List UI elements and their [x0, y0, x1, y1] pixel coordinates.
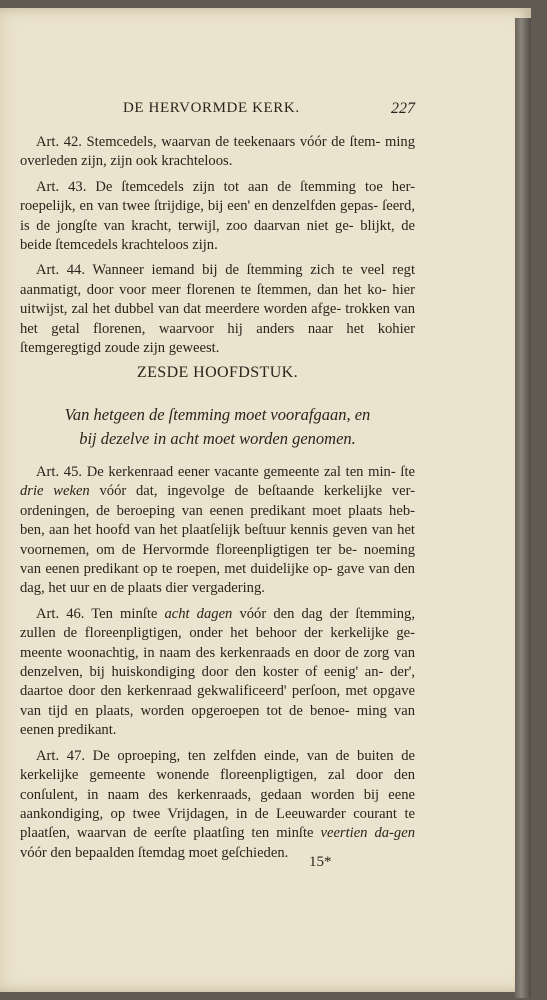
page-number: 227 — [391, 100, 415, 117]
article-42: Art. 42. Stemcedels, waarvan de teekenaars vóór de ſtem- ming overleden zijn, zijn ook krachteloos. — [20, 134, 415, 170]
articles-45-47 — [20, 463, 415, 863]
article-44: Art. 44. Wanneer iemand bij de ſtemming zich te veel regt aanmatigt, door voor meer florenen te ſtemmen, dan het ko- hier uitwijst, zal het dubbel van dat meerdere worden afge- trokken van het getal florenen, waarvoor hij anders naar het kohier ſtemgeregtigd zoude zijn geweest. — [20, 262, 415, 357]
emphasis-acht-dagen: acht dagen — [164, 605, 233, 622]
emphasis-veertien-dagen: veertien da-gen — [320, 825, 415, 842]
signature-mark: 15* — [309, 854, 332, 870]
article-47: Art. 47. De oproeping, ten zelfden einde, van de buiten de kerkelijke gemeente wonende floreenpligtigen, zal door den conſulent, in naam des kerkenraads, gedaan worden bij eene aankondiging, op twee Vrijdagen, in de Leeuwarder courant te plaatſen, waarvan de eerſte plaatſing ten minſte veertien da-gen vóór den bepaalden ſtemdag moet geſchieden. — [20, 747, 415, 861]
page-edge-shadow — [515, 18, 531, 998]
chapter-subtitle: Van hetgeen de ſtemming moet voorafgaan, en bij dezelve in acht moet worden genomen. — [64, 405, 371, 448]
article-45: Art. 45. De kerkenraad eener vacante gemeente zal ten min- ſte drie weken vóór dat, ingevolge de beſtaande kerkelijke ver- ordeningen, de beroeping van eenen predikant moet plaats heb- ben, aan het hoofd van het plaatſelijk beſtuur kennis geven van het voornemen, om de Hervormde floreenpligtigen ter be- noeming van eenen predikant op te roepen, met duidelijke op- gave van den dag, het uur en de plaats dier vergadering. — [20, 464, 415, 597]
chapter-title: ZESDE HOOFDSTUK. — [136, 364, 299, 381]
running-head: DE HERVORMDE KERK. — [123, 100, 300, 116]
book-page — [0, 8, 531, 992]
emphasis-drie-weken: drie weken — [20, 483, 90, 500]
article-46: Art. 46. Ten minſte acht dagen vóór den dag der ſtemming, zullen de floreenpligtigen, onder het behoor der kerkelijke ge- meente woonachtig, in naam des kerkenraads en door de zorg van denzelven, bij huiskondiging door den koster of eenig' an- der', daartoe door den kerkenraad gekwalificeerd' perſoon, met opgave van tijd en plaats, worden opgeroepen tot de benoe- ming van eenen predikant. — [20, 605, 415, 739]
article-43: Art. 43. De ſtemcedels zijn tot aan de ſtemming toe her- roepelijk, en van twee ſtrijdige, bij een' en denzelfden gepas- ſeerd, is de jongſte van kracht, terwijl, zoo daarvan niet ge- blijkt, de beide ſtemcedels krachteloos zijn. — [20, 178, 415, 254]
page-header — [20, 100, 415, 124]
articles-42-44 — [20, 133, 415, 358]
